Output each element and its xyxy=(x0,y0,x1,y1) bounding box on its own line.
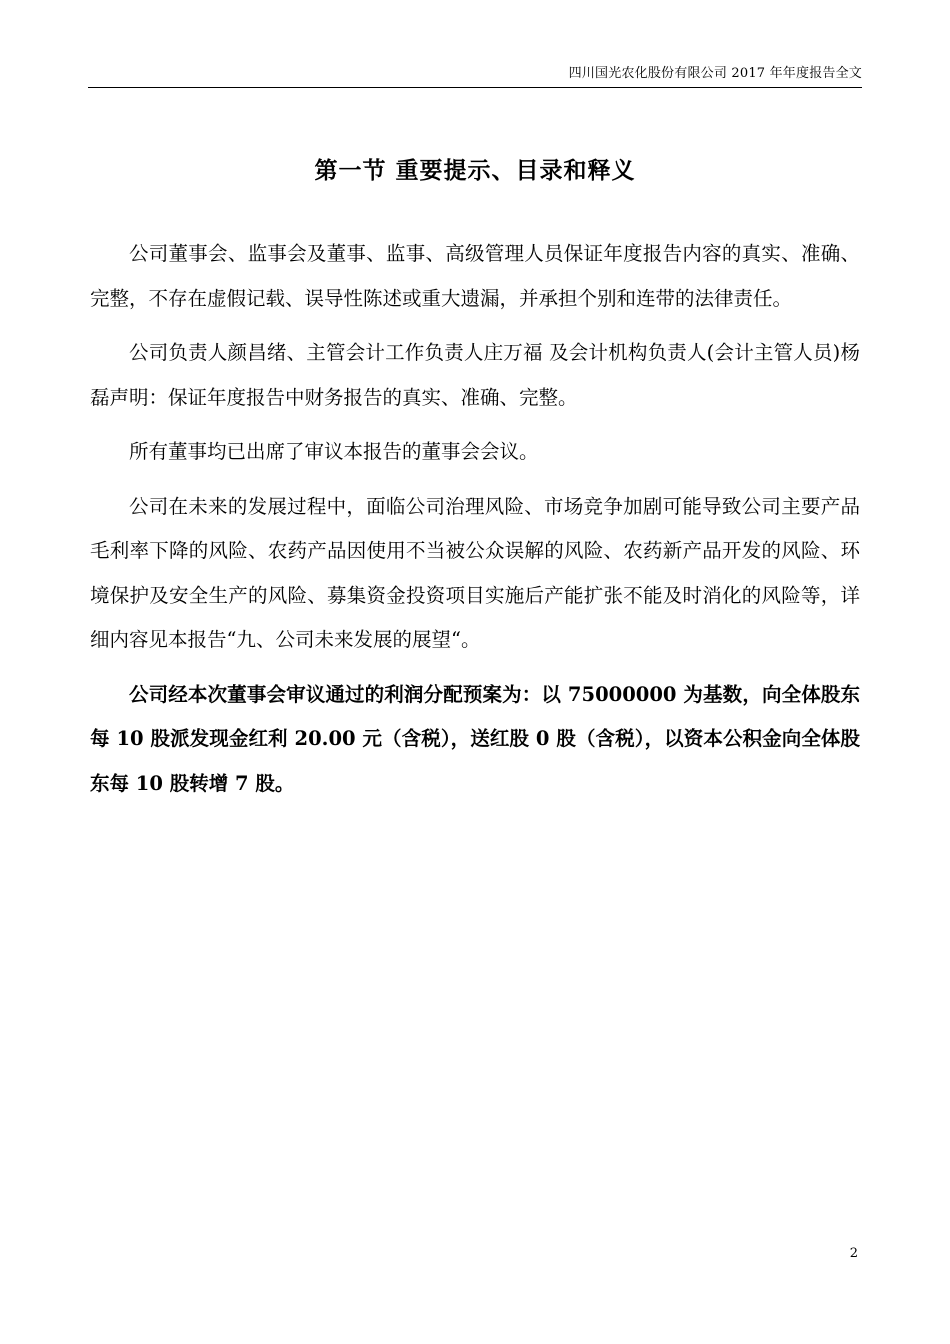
paragraph-financial-declaration: 公司负责人颜昌绪、主管会计工作负责人庄万福 及会计机构负责人(会计主管人员)杨磊声明：保证年度报告中财务报告的真实、准确、完整。 xyxy=(90,341,860,409)
paragraph-profit-distribution: 公司经本次董事会审议通过的利润分配预案为：以 75000000 为基数，向全体股东每 10 股派发现金红利 20.00 元（含税），送红股 0 股（含税），以资本公积金向全体股东每 10 股转增 7 股。 xyxy=(90,682,860,795)
body-text xyxy=(90,232,860,816)
page-number: 2 xyxy=(849,1246,858,1261)
section-title: 第一节 重要提示、目录和释义 xyxy=(314,157,636,184)
page-header xyxy=(88,60,862,88)
paragraph-risk-notice: 公司在未来的发展过程中，面临公司治理风险、市场竞争加剧可能导致公司主要产品毛利率下降的风险、农药产品因使用不当被公众误解的风险、农药新产品开发的风险、环境保护及安全生产的风险、募集资金投资项目实施后产能扩张不能及时消化的风险等，详细内容见本报告“九、公司未来发展的展望“。 xyxy=(90,494,860,651)
paragraph-responsibility-statement: 公司董事会、监事会及董事、监事、高级管理人员保证年度报告内容的真实、准确、完整，不存在虚假记载、误导性陈述或重大遗漏，并承担个别和连带的法律责任。 xyxy=(90,242,860,310)
header-title: 四川国光农化股份有限公司 2017 年年度报告全文 xyxy=(568,66,862,81)
paragraph-board-attendance: 所有董事均已出席了审议本报告的董事会会议。 xyxy=(129,440,539,463)
